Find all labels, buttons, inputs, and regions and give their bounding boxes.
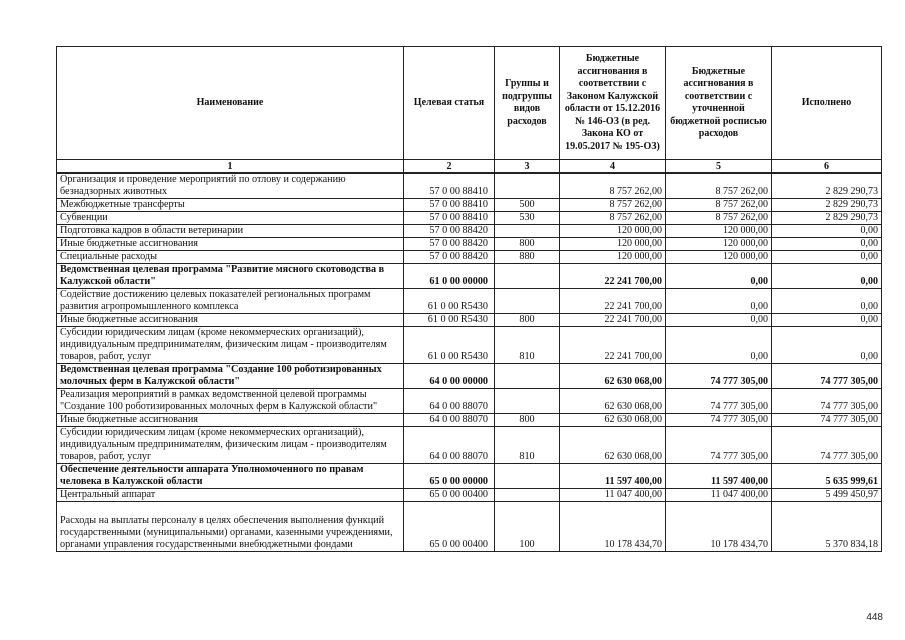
refined-amount: 74 777 305,00 [666,364,772,389]
row-name: Иные бюджетные ассигнования [57,414,404,427]
target-code: 65 0 00 00000 [404,464,495,489]
table-row [57,502,882,552]
header-row [57,47,882,160]
row-name: Обеспечение деятельности аппарата Уполномоченного по правам человека в Калужской области [57,464,404,489]
column-number: 1 [57,160,404,174]
target-code: 57 0 00 88420 [404,225,495,238]
table-row [57,212,882,225]
target-code: 64 0 00 00000 [404,364,495,389]
row-name: Ведомственная целевая программа "Создание 100 роботизированных молочных ферм в Калужской области" [57,364,404,389]
executed-amount: 74 777 305,00 [772,389,882,414]
row-name: Центральный аппарат [57,489,404,502]
executed-amount: 5 635 999,61 [772,464,882,489]
refined-amount: 8 757 262,00 [666,199,772,212]
expense-group: 500 [495,199,560,212]
row-name: Содействие достижению целевых показателей региональных программ развития агропромышленного комплекса [57,289,404,314]
table-row [57,225,882,238]
table-row [57,289,882,314]
table-row [57,314,882,327]
expense-group: 880 [495,251,560,264]
executed-amount: 0,00 [772,289,882,314]
law-amount: 11 047 400,00 [560,489,666,502]
table-row [57,427,882,464]
executed-amount: 0,00 [772,327,882,364]
table-row [57,327,882,364]
header-refined-allocations: Бюджетные ассигнования в соответствии с уточненной бюджетной росписью расходов [666,47,772,160]
law-amount: 62 630 068,00 [560,389,666,414]
target-code: 57 0 00 88410 [404,199,495,212]
budget-sheet [56,46,882,552]
law-amount: 62 630 068,00 [560,364,666,389]
law-amount: 22 241 700,00 [560,289,666,314]
executed-amount: 0,00 [772,264,882,289]
law-amount: 8 757 262,00 [560,199,666,212]
expense-group [495,389,560,414]
expense-group: 530 [495,212,560,225]
law-amount: 8 757 262,00 [560,173,666,199]
executed-amount: 0,00 [772,225,882,238]
expense-group: 100 [495,502,560,552]
refined-amount: 120 000,00 [666,251,772,264]
executed-amount: 5 499 450,97 [772,489,882,502]
expense-group: 800 [495,238,560,251]
expense-group: 810 [495,427,560,464]
header-executed: Исполнено [772,47,882,160]
row-name: Ведомственная целевая программа "Развитие мясного скотоводства в Калужской области" [57,264,404,289]
table-row [57,251,882,264]
page-number: 448 [866,612,883,623]
column-number: 5 [666,160,772,174]
expense-group [495,364,560,389]
law-amount: 10 178 434,70 [560,502,666,552]
expense-group [495,464,560,489]
target-code: 61 0 00 R5430 [404,314,495,327]
law-amount: 62 630 068,00 [560,414,666,427]
target-code: 57 0 00 88420 [404,251,495,264]
target-code: 65 0 00 00400 [404,489,495,502]
executed-amount: 74 777 305,00 [772,427,882,464]
row-name: Подготовка кадров в области ветеринарии [57,225,404,238]
target-code: 64 0 00 88070 [404,414,495,427]
target-code: 57 0 00 88410 [404,212,495,225]
expense-group [495,173,560,199]
refined-amount: 120 000,00 [666,225,772,238]
row-name: Субвенции [57,212,404,225]
header-name: Наименование [57,47,404,160]
target-code: 61 0 00 00000 [404,264,495,289]
row-name: Межбюджетные трансферты [57,199,404,212]
header-law-allocations: Бюджетные ассигнования в соответствии с Законом Калужской области от 15.12.2016 № 146-ОЗ (в ред. Закона КО от 19.05.2017 № 195-ОЗ) [560,47,666,160]
refined-amount: 8 757 262,00 [666,173,772,199]
law-amount: 8 757 262,00 [560,212,666,225]
refined-amount: 0,00 [666,314,772,327]
executed-amount: 2 829 290,73 [772,199,882,212]
refined-amount: 74 777 305,00 [666,414,772,427]
refined-amount: 120 000,00 [666,238,772,251]
target-code: 57 0 00 88420 [404,238,495,251]
expense-group: 800 [495,314,560,327]
row-name: Реализация мероприятий в рамках ведомственной целевой программы "Создание 100 роботизированных молочных ферм в Калужской области" [57,389,404,414]
target-code: 61 0 00 R5430 [404,289,495,314]
table-row [57,199,882,212]
row-name: Специальные расходы [57,251,404,264]
column-number: 3 [495,160,560,174]
target-code: 61 0 00 R5430 [404,327,495,364]
row-name: Иные бюджетные ассигнования [57,314,404,327]
refined-amount: 11 047 400,00 [666,489,772,502]
table-row [57,173,882,199]
refined-amount: 0,00 [666,289,772,314]
refined-amount: 74 777 305,00 [666,427,772,464]
column-number: 2 [404,160,495,174]
executed-amount: 0,00 [772,238,882,251]
column-number: 4 [560,160,666,174]
executed-amount: 74 777 305,00 [772,414,882,427]
target-code: 57 0 00 88410 [404,173,495,199]
row-name: Иные бюджетные ассигнования [57,238,404,251]
target-code: 64 0 00 88070 [404,427,495,464]
table-row [57,414,882,427]
refined-amount: 11 597 400,00 [666,464,772,489]
row-name: Расходы на выплаты персоналу в целях обеспечения выполнения функций государственными (муниципальными) органами, казенными учреждениями, органами управления государственными внебюджетными фондами [57,502,404,552]
law-amount: 120 000,00 [560,251,666,264]
row-name: Субсидии юридическим лицам (кроме некоммерческих организаций), индивидуальным предпринимателям, физическим лицам - производителям товаров, работ, услуг [57,427,404,464]
refined-amount: 8 757 262,00 [666,212,772,225]
table-row [57,238,882,251]
row-name: Организация и проведение мероприятий по отлову и содержанию безнадзорных животных [57,173,404,199]
column-number-row [57,160,882,174]
executed-amount: 2 829 290,73 [772,212,882,225]
expense-group [495,225,560,238]
law-amount: 62 630 068,00 [560,427,666,464]
law-amount: 22 241 700,00 [560,264,666,289]
executed-amount: 74 777 305,00 [772,364,882,389]
law-amount: 22 241 700,00 [560,327,666,364]
target-code: 64 0 00 88070 [404,389,495,414]
refined-amount: 0,00 [666,264,772,289]
refined-amount: 74 777 305,00 [666,389,772,414]
executed-amount: 5 370 834,18 [772,502,882,552]
expense-group [495,489,560,502]
column-number: 6 [772,160,882,174]
executed-amount: 2 829 290,73 [772,173,882,199]
law-amount: 11 597 400,00 [560,464,666,489]
expense-group [495,264,560,289]
budget-table [56,46,882,552]
expense-group: 800 [495,414,560,427]
row-name: Субсидии юридическим лицам (кроме некоммерческих организаций), индивидуальным предпринимателям, физическим лицам - производителям товаров, работ, услуг [57,327,404,364]
table-row [57,264,882,289]
executed-amount: 0,00 [772,251,882,264]
table-row [57,489,882,502]
expense-group [495,289,560,314]
header-target: Целевая статья [404,47,495,160]
refined-amount: 0,00 [666,327,772,364]
executed-amount: 0,00 [772,314,882,327]
law-amount: 120 000,00 [560,238,666,251]
table-row [57,389,882,414]
table-row [57,364,882,389]
law-amount: 22 241 700,00 [560,314,666,327]
table-row [57,464,882,489]
refined-amount: 10 178 434,70 [666,502,772,552]
header-groups: Группы и подгруппы видов расходов [495,47,560,160]
expense-group: 810 [495,327,560,364]
law-amount: 120 000,00 [560,225,666,238]
target-code: 65 0 00 00400 [404,502,495,552]
